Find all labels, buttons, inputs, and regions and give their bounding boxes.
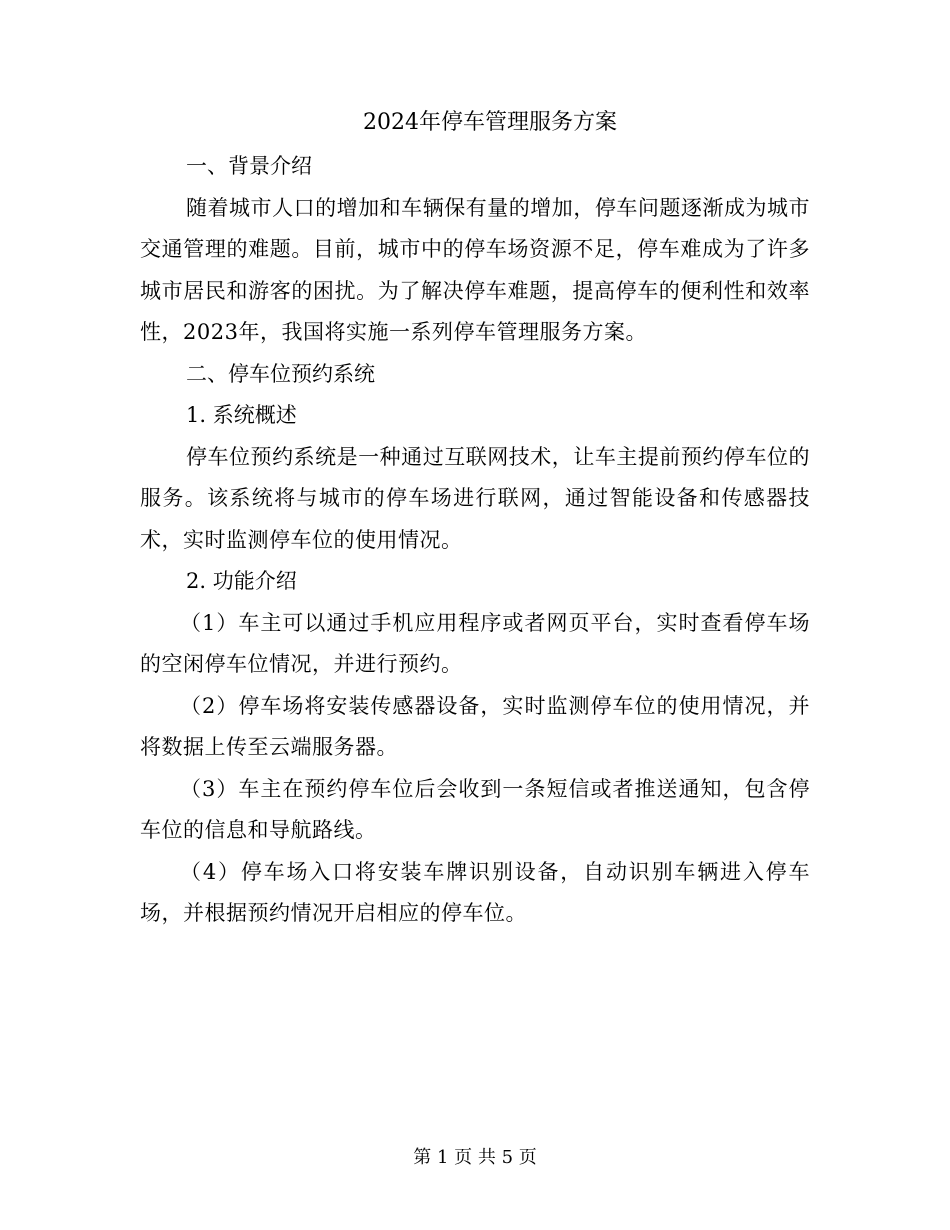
feature-item: （2）停车场将安装传感器设备，实时监测停车位的使用情况，并将数据上传至云端服务器。 [140, 693, 810, 759]
document-title: 2024年停车管理服务方案 [363, 110, 617, 135]
subsection-heading-features: 2. 功能介绍 [186, 569, 297, 593]
feature-item: （3）车主在预约停车位后会收到一条短信或者推送通知，包含停车位的信息和导航路线。 [140, 776, 810, 842]
section-heading-background: 一、背景介绍 [186, 154, 312, 178]
paragraph-overview: 停车位预约系统是一种通过互联网技术，让车主提前预约停车位的服务。该系统将与城市的停车场进行联网，通过智能设备和传感器技术，实时监测停车位的使用情况。 [140, 444, 810, 552]
feature-item: （4）停车场入口将安装车牌识别设备，自动识别车辆进入停车场，并根据预约情况开启相应的停车位。 [140, 859, 810, 925]
page-number-footer: 第 1 页 共 5 页 [413, 1147, 537, 1168]
paragraph-background: 随着城市人口的增加和车辆保有量的增加，停车问题逐渐成为城市交通管理的难题。目前，城市中的停车场资源不足，停车难成为了许多城市居民和游客的困扰。为了解决停车难题，提高停车的便利性和效率性，2023年，我国将实施一系列停车管理服务方案。 [140, 195, 810, 344]
section-heading-reservation-system: 二、停车位预约系统 [186, 361, 375, 386]
feature-item: （1）车主可以通过手机应用程序或者网页平台，实时查看停车场的空闲停车位情况，并进行预约。 [140, 610, 810, 676]
document-body [140, 100, 810, 935]
subsection-heading-overview: 1. 系统概述 [186, 403, 297, 427]
